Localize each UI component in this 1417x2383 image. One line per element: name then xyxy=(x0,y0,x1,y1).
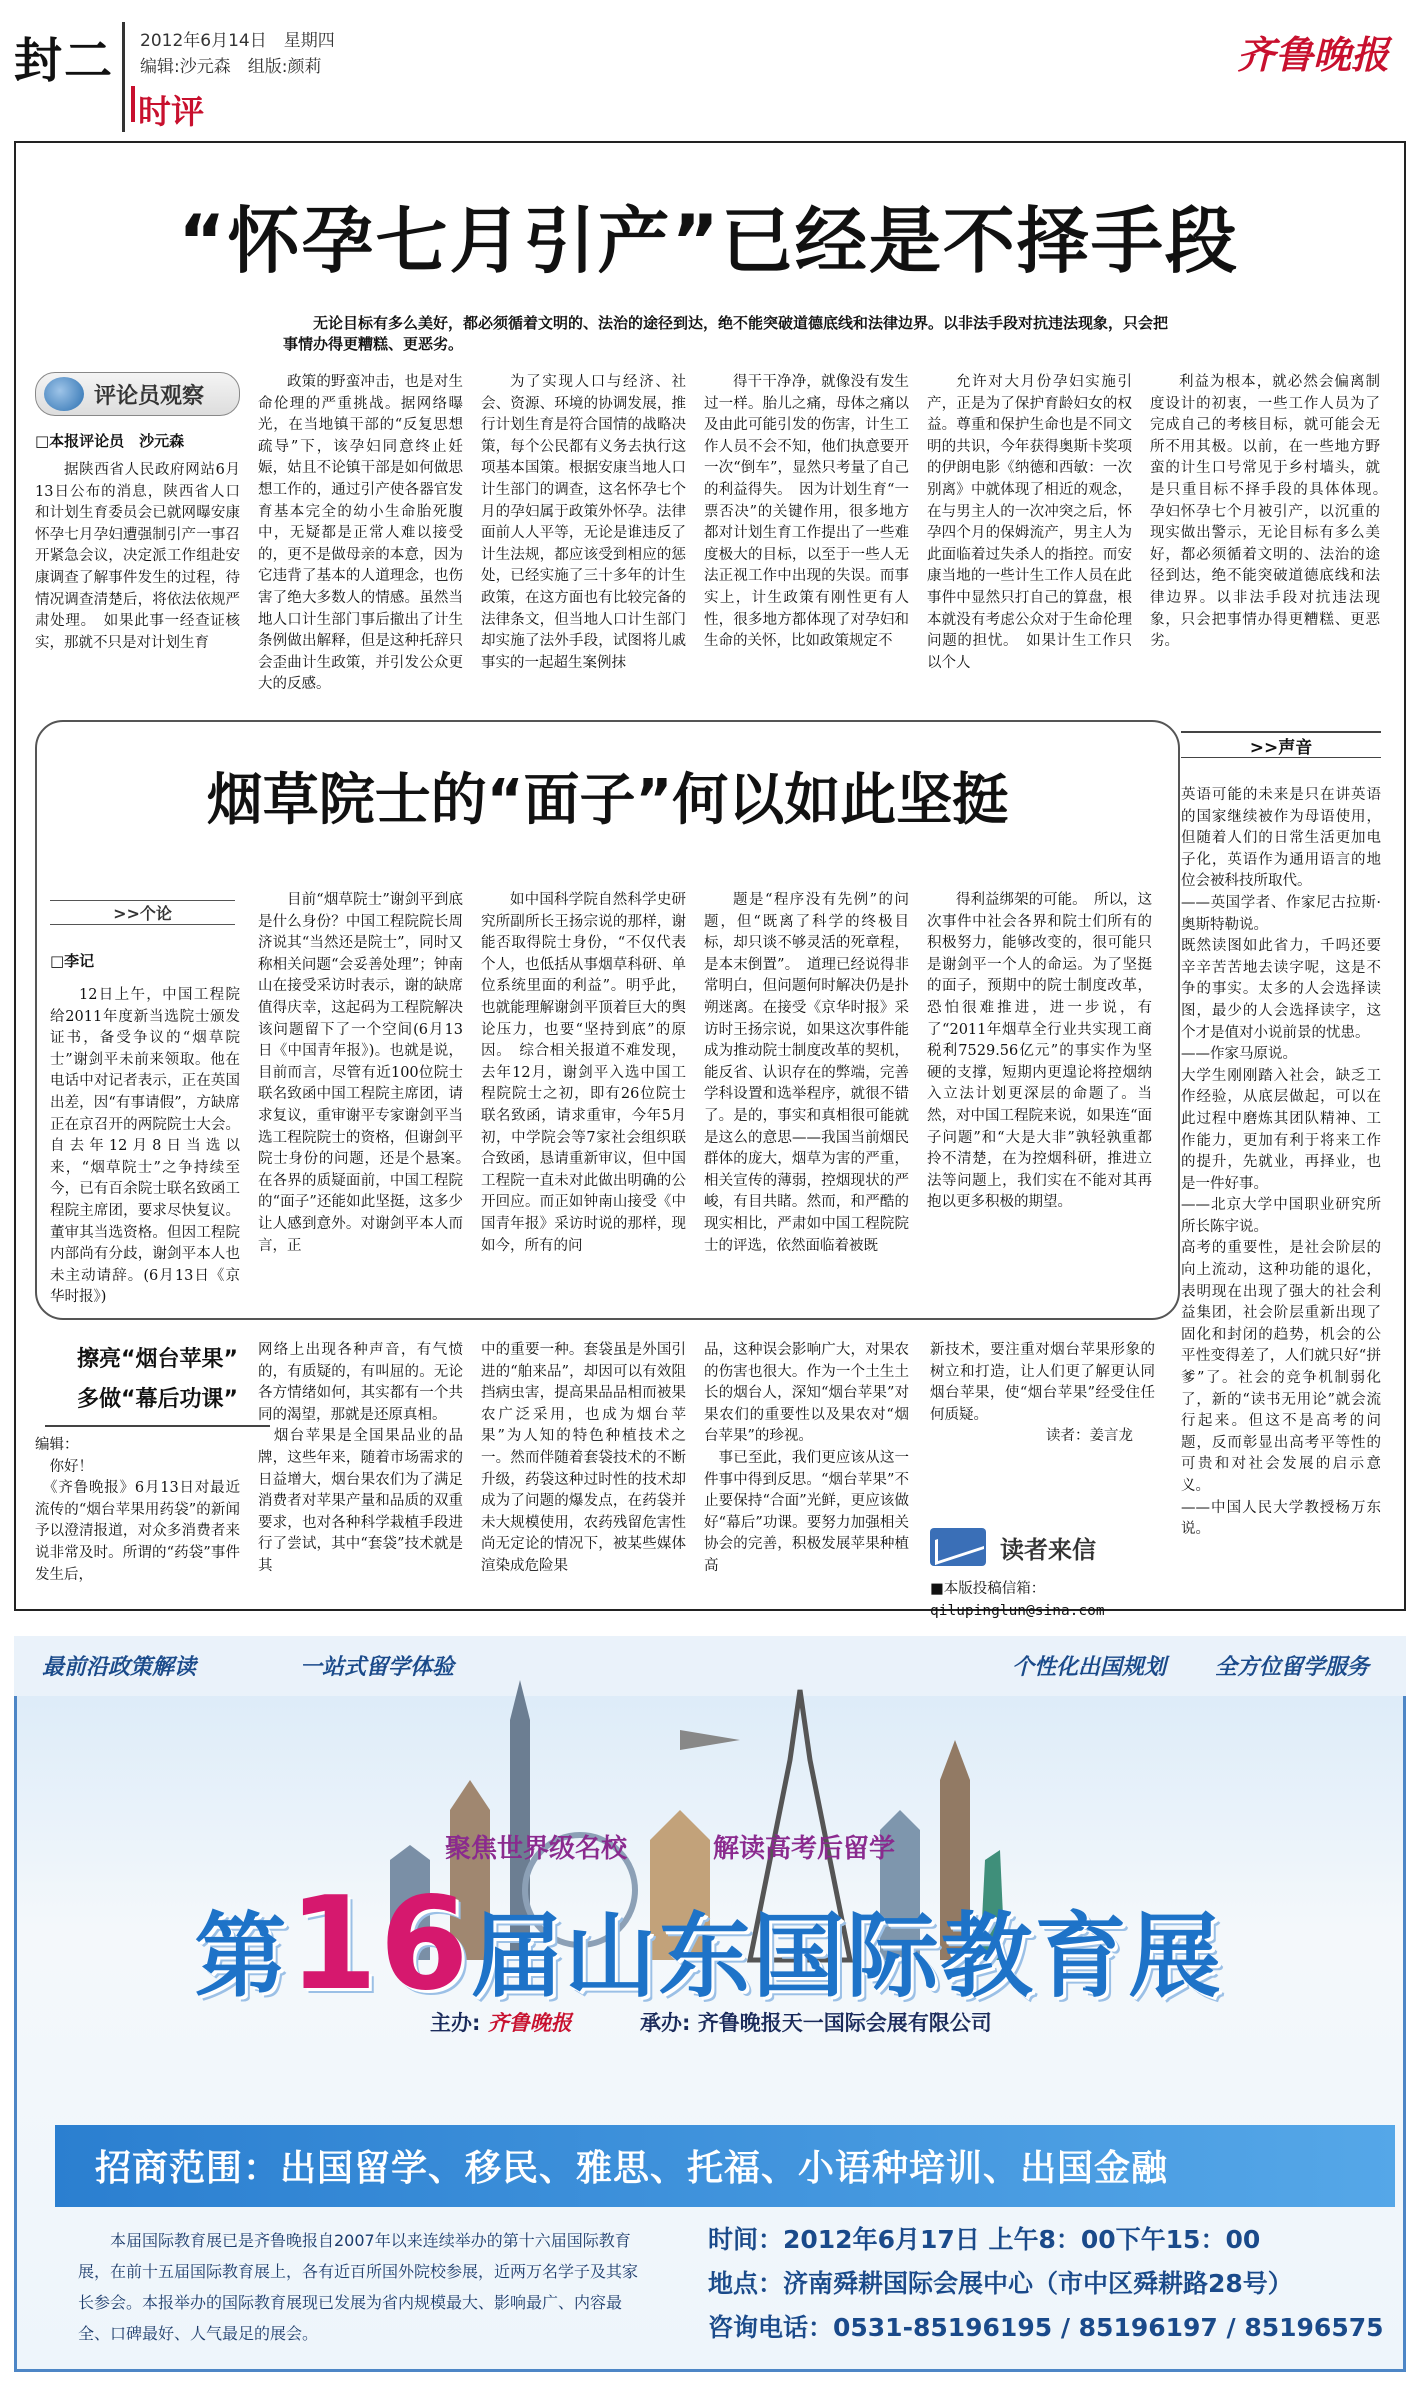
column-text: 利益为根本，就必然会偏离制度设计的初衷，一些工作人员为了完成自己的考核目标，就可能会无所不用其极。以前，在一些地方野蛮的计生口号常见于乡村墙头，就是只重目标不择手段的具体体现。 孕妇怀孕七个月被引产，以沉重的现实做出警示，无论目标有多么美好，都必须循着文明的、法治的途径到达，绝不能突破道德底线和法律边界。以非法手段对抗违法现象，只会把事情办得更糟糕、更恶劣。 xyxy=(1150,374,1395,650)
submission-email[interactable]: qilupinglun@sina.com xyxy=(930,1603,1105,1619)
column-text: 题是“程序没有先例”的问题，但“既离了科学的终极目标，却只谈不够灵活的死章程，是本末倒置”。 道理已经说得非常明白，但问题何时解决仍是扑朔迷离。在接受《京华时报》采访时王扬宗说，如果这次事件能成为推动院士制度改革的契机，能反省、认识存在的弊端，完善学科设置和选举程序，就很不错了。是的，事实和真相很可能就是这么的意思——我国当前烟民群体的庞大，烟草为害的严重，相关宣传的薄弱，控烟现状的严峻，有目共睹。然而，和严酷的现实相比，严肃如中国工程院院士的评选，依然面临着被既 xyxy=(704,892,909,1254)
host-label: 主办: xyxy=(430,2011,481,2035)
readers-letters-label: 读者来信 xyxy=(1000,1535,1096,1564)
article1-column xyxy=(1150,372,1395,698)
editors-line: 编辑:沙元森 组版:颜莉 xyxy=(140,57,322,77)
column-text: 得干干净净，就像没有发生过一样。胎儿之痛，母体之痛以及由此可能引发的伤害，计生工作人员不会不知，他们执意要开一次“倒车”，显然只考量了自己的利益得失。 因为计划生育“一票否决”的关键作用，很多地方都对计划生育工作提出了一些难度极大的目标，以至于一些人无法正视工作中出现的失误。而事实上，计生政策有刚性更有人性，很多地方都体现了对孕妇和生命的关怀，比如政策规定不 xyxy=(704,374,909,650)
commentator-badge xyxy=(35,372,240,416)
letters-column: 品，这种误会影响广大，对果农的伤害也很大。作为一个土生土长的烟台人，深知“烟台苹果”对果农们的重要性以及果农对“烟台苹果”的珍视。 事已至此，我们更应该从这一件事中得到反思。“烟台苹果”不止要保持“合面”光鲜，更应该做好“幕后”功课。要努力加强相关协会的完善，积极发展苹果种植高 xyxy=(704,1342,909,1574)
ad-title-number: 16 xyxy=(288,1870,471,2019)
article1-headline: “怀孕七月引产”已经是不择手段 xyxy=(178,199,1239,283)
ad-feature: 一站式留学体验 xyxy=(300,1655,455,1680)
ad-subtitle-left: 聚焦世界级名校 xyxy=(445,1834,628,1864)
host-logo: 齐鲁晚报 xyxy=(487,2010,572,2035)
recruit-text: 招商范围：出国留学、移民、雅思、托福、小语种培训、出国金融 xyxy=(95,2148,1169,2189)
submission-label: ■本版投稿信箱： xyxy=(930,1581,1046,1597)
readers-letters-header xyxy=(930,1522,1150,1572)
ad-title-suffix: 届山东国际教育展 xyxy=(470,1903,1223,2010)
article1-column xyxy=(35,460,240,698)
article2-headline: 烟草院士的“面子”何以如此坚挺 xyxy=(206,768,1009,833)
letters-column: 网络上出现各种声音，有气愤的，有质疑的，有叫屈的。无论各方情绪如何，其实都有一个共同的渴望，那就是还原真相。 烟台苹果是全国果品业的品牌，这些年来，随着市场需求的日益增大，烟台果农们为了满足消费者对苹果产量和品质的双重要求，也对各种科学栽植手段进行了尝试，其中“套袋”技术就是其 xyxy=(258,1342,463,1574)
ad-subtitle-right: 解读高考后留学 xyxy=(713,1834,896,1864)
ad-feature: 全方位留学服务 xyxy=(1215,1655,1370,1680)
column-text: 为了实现人口与经济、社会、资源、环境的协调发展，推行计划生育是符合国情的战略决策，每个公民都有义务去执行这项基本国策。根据安康当地人口计生部门的调查，这名怀孕七个月的孕妇属于政策外怀孕。法律面前人人平等，无论是谁违反了计生法规，都应该受到相应的惩处，已经实施了三十多年的计生政策，在这方面也有比较完备的法律条文，但当地人口计生部门却实施了法外手段，试图将儿戚事实的一起超生案例抹 xyxy=(481,374,686,671)
article2-column-tag: >>个论 xyxy=(50,900,235,925)
article1-column xyxy=(704,372,909,698)
article2-column xyxy=(927,890,1152,1307)
column-text: 如中国科学院自然科学史研究所副所长王扬宗说的那样，谢能否取得院士身份，“不仅代表个人，也低括从事烟草科研、单位系统里面的利益”。明乎此，也就能理解谢剑平顶着巨大的舆论压力，也要“坚持到底”的原因。 综合相关报道不难发现，去年12月，谢剑平入选中国工程院院士之初，即有26位院士联名致函，请求重审，今年5月初，中学院会等7家社会组织联合致函，恳请重新审议，但中国工程院一直未对此做出明确的公开回应。而正如钟南山接受《中国青年报》采访时说的那样，现如今，所有的问 xyxy=(481,892,686,1254)
article2-column xyxy=(481,890,686,1307)
letters-title xyxy=(45,1340,270,1420)
article2-byline: □李记 xyxy=(50,952,95,970)
ad-host xyxy=(430,2007,572,2037)
globe-icon xyxy=(44,377,84,411)
section-title: 时评 xyxy=(138,92,204,131)
ad-phone: 咨询电话：0531-85196195 / 85196197 / 85196575 xyxy=(708,2313,1384,2342)
voices-text: 英语可能的未来是只在讲英语的国家继续被作为母语使用，但随着人们的日常生活更加电子化，英语作为通用语言的地位会被科技所取代。 ——英国学者、作家尼古拉斯·奥斯特勒说。 既然读图如此省力，千吗还要辛辛苦苦地去读字呢，这是不争的事实。太多的人会选择读图，最少的人会选择读字，这个才是值对小说前景的忧患。 ——作家马原说。 大学生刚刚踏入社会，缺乏工作经验，从底层做起，可以在此过程中磨炼其团队精神、工作能力，更加有利于将来工作的提升，先就业，再择业，也是一件好事。 ——北京大学中国职业研究所所长陈宇说。 高考的重要性，是社会阶层的向上流动，这种功能的退化，表明现在出现了强大的社会利益集团，社会阶层重新出现了固化和封闭的趋势，机会的公平性变得差了，人们就只好“拼爹”了。社会的竞争机制弱化了，新的“读书无用论”就会流行起来。但这不是高考的问题，反而彰显出高考平等性的可贵和对社会发展的启示意义。 ——中国人民大学教授杨万东说。 xyxy=(1181,787,1381,1538)
badge-label: 评论员观察 xyxy=(94,383,205,409)
header-divider xyxy=(122,22,125,132)
organizer-label: 承办: xyxy=(640,2011,691,2035)
letters-title-line: 多做“幕后功课” xyxy=(77,1387,238,1412)
ad-place: 地点：济南舜耕国际会展中心（市中区舜耕路28号） xyxy=(708,2269,1293,2298)
ad-description: 本届国际教育展已是齐鲁晚报自2007年以来连续举办的第十六届国际教育展，在前十五届国际教育展上，各有近百所国外院校参展，近两万名学子及其家长参会。本报举办的国际教育展现已发展为省内规模最大、影响最广、内容最全、口碑最好、人气最足的展会。 xyxy=(78,2231,639,2343)
article2-column xyxy=(704,890,909,1307)
voices-tag: >>声音 xyxy=(1181,731,1381,758)
letters-column: 新技术，要注重对烟台苹果形象的树立和打造，让人们更了解更认同烟台苹果，使“烟台苹果”经受住任何质疑。 读者：姜言龙 xyxy=(930,1342,1155,1445)
ad-feature: 个性化出国规划 xyxy=(1012,1655,1167,1680)
ad-time: 时间：2012年6月17日 上午8：00下午15：00 xyxy=(708,2225,1261,2254)
letters-title-line: 擦亮“烟台苹果” xyxy=(77,1347,238,1372)
ad-title-prefix: 第 xyxy=(194,1903,289,2010)
date-line: 2012年6月14日 星期四 xyxy=(140,31,335,51)
article1-column xyxy=(258,372,463,698)
submission-info xyxy=(930,1578,1160,1622)
column-text: 目前“烟草院士”谢剑平到底是什么身份？中国工程院院长周济说其“当然还是院士”，同时又称相关问题“会妥善处理”；钟南山在接受采访时表示，谢的缺席值得庆幸，这起码为工程院解决该问题留下了一个空间(6月13日《中国青年报》)。也就是说，目前而言，尽管有近100位院士联名致函中国工程院主席团，请求复议，重审谢平专家谢剑平当选工程院院士的资格，但谢剑平院士身份的问题，还是个悬案。 在各界的质疑面前，中国工程院的“面子”还能如此坚挺，这多少让人感到意外。对谢剑平本人而言，正 xyxy=(258,892,478,1254)
envelope-icon xyxy=(930,1528,986,1566)
column-text: 得利益绑架的可能。 所以，这次事件中社会各界和院士们所有的积极努力，能够改变的，很可能只是谢剑平一个人的命运。为了坚挺的面子，预期中的院士制度改革，恐怕很难推进，进一步说，有了“2011年烟草全行业共实现工商税利7529.56亿元”的事实作为坚硬的支撑，短期内更遑论将控烟纳入立法计划更深层的命题了。当然，对中国工程院来说，如果连“面子问题”和“大是大非”孰轻孰重都拎不清楚，在为控烟科研，推进立法等问题上，我们实在不能对其再抱以更多积极的期望。 xyxy=(927,892,1152,1211)
header-meta xyxy=(140,28,335,80)
ad-contact-info xyxy=(708,2218,1384,2350)
ad-organizer xyxy=(640,2007,992,2037)
letters-column: 中的重要一种。套袋虽是外国引进的“舶来品”，却因可以有效阻挡病虫害，提高果品品相而被果农广泛采用，也成为烟台苹果”为人知的特色种植技术之一。然而伴随着套袋技术的不断升级，药袋这种过时性的技术却成为了问题的爆发点，在药袋并未大规模使用，农药残留危害性尚无定论的情况下，被某些媒体渲染成危险果 xyxy=(481,1342,686,1574)
article1-column xyxy=(927,372,1132,698)
column-text: 据陕西省人民政府网站6月13日公布的消息，陕西省人口和计划生育委员会已就网曝安康怀孕七月孕妇遭强制引产一事召开紧急会议，决定派工作组赴安康调查了解事件发生的过程，待情况调查清楚后，将依法依规严肃处理。 如果此事一经查证核实，那就不只是对计划生育 xyxy=(35,462,240,651)
article2-column xyxy=(258,890,478,1307)
article2-column xyxy=(50,985,240,1307)
article1-column xyxy=(481,372,686,698)
ad-feature: 最前沿政策解读 xyxy=(42,1655,197,1680)
article1-byline: □本报评论员 沙元森 xyxy=(35,432,185,450)
column-text: 允许对大月份孕妇实施引产，正是为了保护育龄妇女的权益。尊重和保护生命也是不同文明的共识，今年获得奥斯卡奖项的伊朗电影《纳德和西敏：一次别离》中就体现了相近的观念，在与男主人的一次冲突之后，怀孕四个月的保姆流产，男主人为此面临着过失杀人的指控。而安康当地的一些计生工作人员在此事件中显然只打自己的算盘，根本就没有考虑公众对于生命伦理问题的担忧。 如果计生工作只以个人 xyxy=(927,374,1132,671)
letters-divider xyxy=(45,1425,270,1427)
article1-lead: 无论目标有多么美好，都必须循着文明的、法治的途径到达，绝不能突破道德底线和法律边界。以非法手段对抗违法现象，只会把事情办得更糟糕、更恶劣。 xyxy=(283,314,1169,353)
newspaper-logo: 齐鲁晚报 xyxy=(1236,32,1389,77)
airplane-icon xyxy=(680,1730,740,1750)
section-marker xyxy=(131,86,135,122)
ad-title xyxy=(0,1870,1417,2019)
column-text: 12日上午，中国工程院给2011年度新当选院士颁发证书，备受争议的“烟草院士”谢剑平未前来领取。他在电话中对记者表示，正在英国出差，因“有事请假”，方缺席正在京召开的两院院士大会。自去年12月8日当选以来，“烟草院士”之争持续至今，已有百余院士联名致函工程院主席团，要求尽快复议。董审其当选资格。但因工程院内部尚有分歧，谢剑平本人也未主动请辞。(6月13日《京华时报》) xyxy=(50,987,240,1306)
letters-column: 编辑： 你好！ 《齐鲁晚报》6月13日对最近流传的“烟台苹果用药袋”的新闻予以澄清报道，对众多消费者来说非常及时。所谓的“药袋”事件发生后， xyxy=(35,1437,240,1583)
page-label: 封二 xyxy=(14,33,115,89)
organizer-name: 齐鲁晚报天一国际会展有限公司 xyxy=(697,2011,992,2035)
column-text: 政策的野蛮冲击，也是对生命伦理的严重挑战。据网络曝光，在当地镇干部的“反复思想疏导”下，该孕妇同意终止妊娠，姑且不论镇干部是如何做思想工作的，通过引产使各器官发育基本完全的幼小生命胎死腹中，无疑都是正常人难以接受的，更不是做母亲的本意，因为它违背了基本的人道理念，也伤害了绝大多数人的情感。虽然当地人口计生部门事后撤出了计生条例做出解释，但是这种托辞只会歪曲计生政策，并引发公众更大的反感。 xyxy=(258,374,463,693)
